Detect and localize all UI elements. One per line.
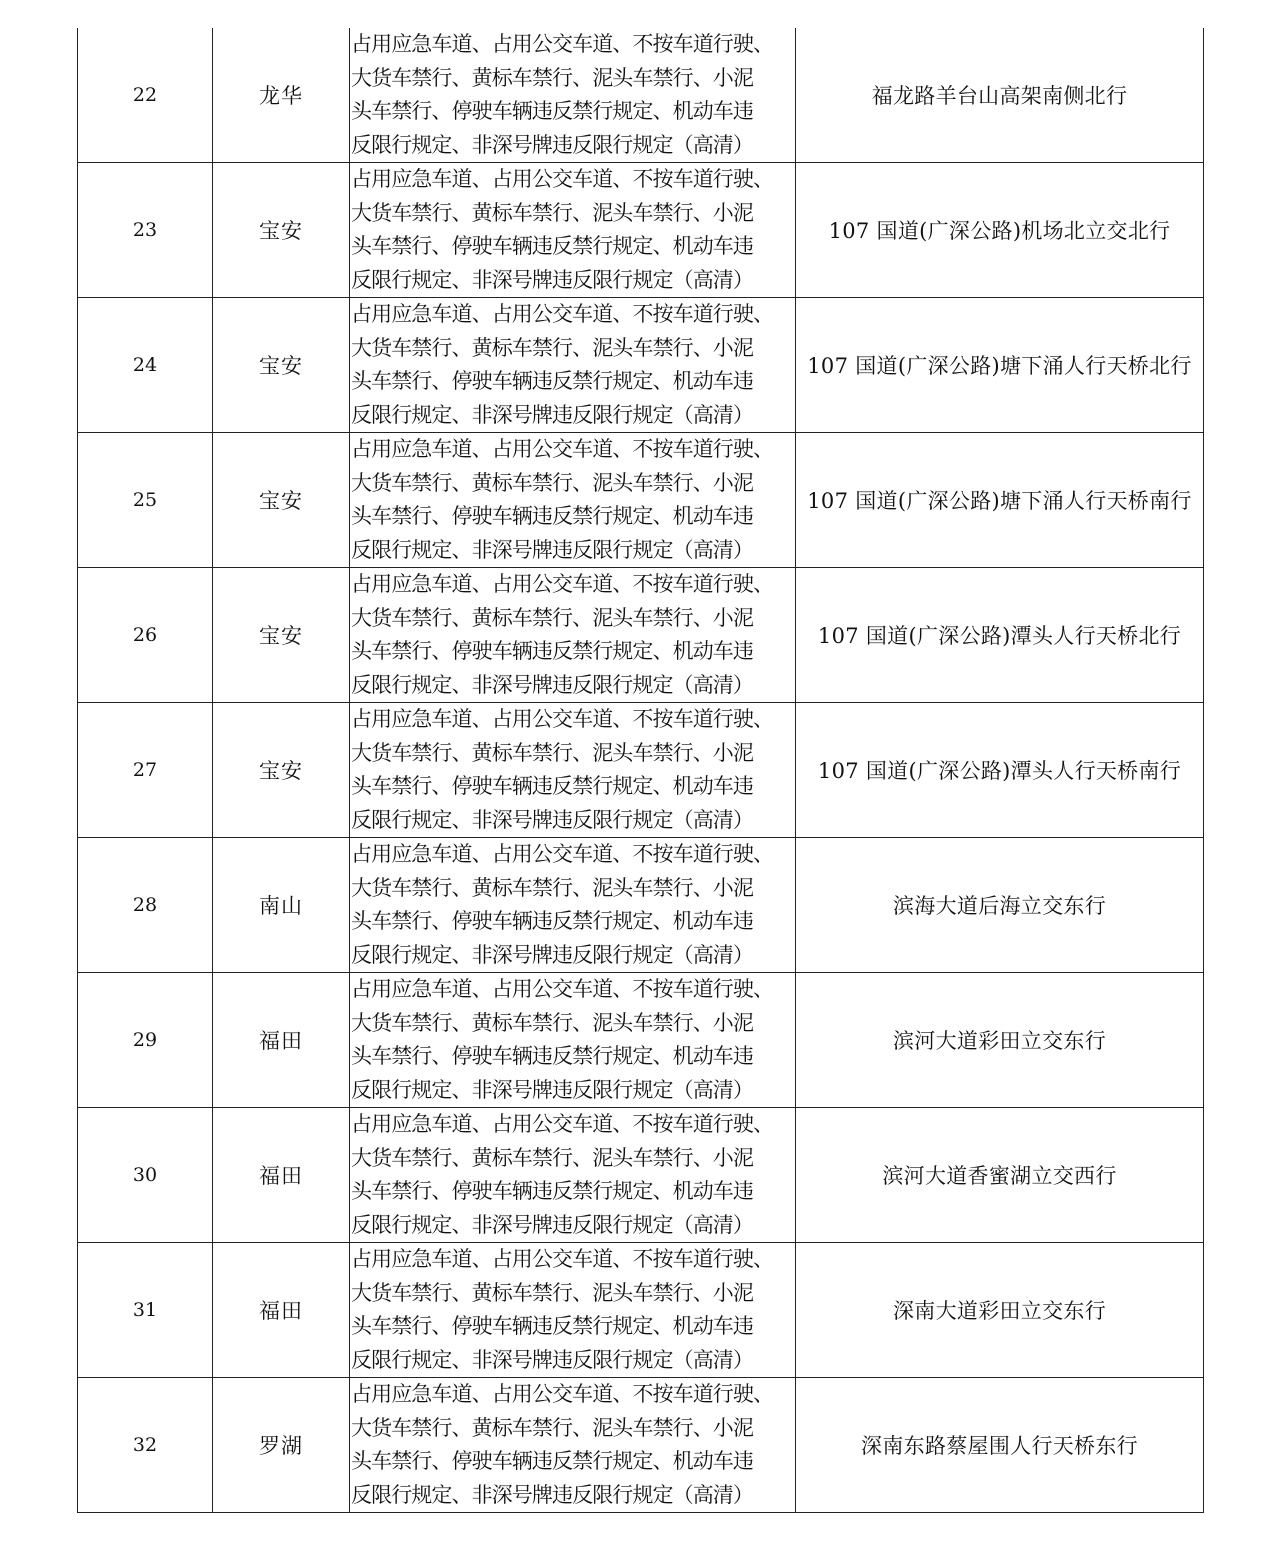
location-cell: 滨河大道香蜜湖立交西行: [796, 1108, 1204, 1243]
row-number-cell: 25: [78, 433, 213, 568]
violation-types-line: 反限行规定、非深号牌违反限行规定（高清）: [351, 267, 753, 292]
violation-types-line: 反限行规定、非深号牌违反限行规定（高清）: [351, 1347, 753, 1372]
violation-types-line: 大货车禁行、黄标车禁行、泥头车禁行、小泥: [351, 335, 753, 360]
violation-types-line: 占用应急车道、占用公交车道、不按车道行驶、: [351, 1112, 774, 1136]
district-cell: 南山: [213, 838, 350, 973]
violation-types-cell: [350, 568, 796, 703]
violation-types-line: 头车禁行、停驶车辆违反禁行规定、机动车违: [351, 1449, 753, 1473]
district-cell: 宝安: [213, 703, 350, 838]
table-row: [78, 433, 1204, 568]
district-cell: 罗湖: [213, 1378, 350, 1513]
district-cell: 宝安: [213, 298, 350, 433]
violation-types-line: 头车禁行、停驶车辆违反禁行规定、机动车违: [351, 504, 753, 528]
violation-types-line: 头车禁行、停驶车辆违反禁行规定、机动车违: [351, 774, 753, 798]
location-cell: 深南东路蔡屋围人行天桥东行: [796, 1378, 1204, 1513]
violation-types-line: 头车禁行、停驶车辆违反禁行规定、机动车违: [351, 99, 753, 123]
violation-types-line: 大货车禁行、黄标车禁行、泥头车禁行、小泥: [351, 470, 753, 495]
violation-types-line: 反限行规定、非深号牌违反限行规定（高清）: [351, 1212, 753, 1237]
violation-types-line: 大货车禁行、黄标车禁行、泥头车禁行、小泥: [351, 65, 753, 90]
violation-types-line: 反限行规定、非深号牌违反限行规定（高清）: [351, 807, 753, 832]
violation-types-line: 占用应急车道、占用公交车道、不按车道行驶、: [351, 302, 774, 326]
violation-types-line: 大货车禁行、黄标车禁行、泥头车禁行、小泥: [351, 1280, 753, 1305]
row-number-cell: 26: [78, 568, 213, 703]
violation-types-line: 大货车禁行、黄标车禁行、泥头车禁行、小泥: [351, 875, 753, 900]
violation-types-line: 占用应急车道、占用公交车道、不按车道行驶、: [351, 842, 774, 866]
location-cell: 107 国道(广深公路)塘下涌人行天桥南行: [796, 433, 1204, 568]
violation-types-cell: [350, 298, 796, 433]
violation-types-line: 占用应急车道、占用公交车道、不按车道行驶、: [351, 32, 774, 56]
violation-types-cell: [350, 163, 796, 298]
violation-types-line: 头车禁行、停驶车辆违反禁行规定、机动车违: [351, 639, 753, 663]
violation-types-line: 头车禁行、停驶车辆违反禁行规定、机动车违: [351, 909, 753, 933]
table-row: [78, 973, 1204, 1108]
violation-types-line: 大货车禁行、黄标车禁行、泥头车禁行、小泥: [351, 1145, 753, 1170]
location-cell: 107 国道(广深公路)机场北立交北行: [796, 163, 1204, 298]
table-row: [78, 1108, 1204, 1243]
violation-types-line: 大货车禁行、黄标车禁行、泥头车禁行、小泥: [351, 1010, 753, 1035]
row-number-cell: 22: [78, 28, 213, 163]
violation-types-line: 占用应急车道、占用公交车道、不按车道行驶、: [351, 707, 774, 731]
row-number-cell: 28: [78, 838, 213, 973]
row-number-cell: 23: [78, 163, 213, 298]
camera-location-table: [77, 28, 1204, 1513]
row-number-cell: 31: [78, 1243, 213, 1378]
violation-types-cell: [350, 838, 796, 973]
location-cell: 深南大道彩田立交东行: [796, 1243, 1204, 1378]
violation-types-line: 头车禁行、停驶车辆违反禁行规定、机动车违: [351, 1044, 753, 1068]
table-row: [78, 703, 1204, 838]
violation-types-line: 反限行规定、非深号牌违反限行规定（高清）: [351, 402, 753, 427]
table-row: [78, 28, 1204, 163]
table-row: [78, 298, 1204, 433]
violation-types-line: 大货车禁行、黄标车禁行、泥头车禁行、小泥: [351, 200, 753, 225]
table-body: [78, 28, 1204, 1513]
violation-types-cell: [350, 703, 796, 838]
district-cell: 福田: [213, 973, 350, 1108]
violation-types-line: 反限行规定、非深号牌违反限行规定（高清）: [351, 537, 753, 562]
row-number-cell: 32: [78, 1378, 213, 1513]
violation-types-line: 头车禁行、停驶车辆违反禁行规定、机动车违: [351, 369, 753, 393]
violation-types-line: 反限行规定、非深号牌违反限行规定（高清）: [351, 672, 753, 697]
violation-types-cell: [350, 28, 796, 163]
violation-types-cell: [350, 433, 796, 568]
location-cell: 107 国道(广深公路)塘下涌人行天桥北行: [796, 298, 1204, 433]
row-number-cell: 27: [78, 703, 213, 838]
location-cell: 滨河大道彩田立交东行: [796, 973, 1204, 1108]
district-cell: 龙华: [213, 28, 350, 163]
violation-types-line: 占用应急车道、占用公交车道、不按车道行驶、: [351, 167, 774, 191]
table-row: [78, 163, 1204, 298]
district-cell: 宝安: [213, 568, 350, 703]
table-row: [78, 568, 1204, 703]
violation-types-line: 大货车禁行、黄标车禁行、泥头车禁行、小泥: [351, 1415, 753, 1440]
violation-types-line: 占用应急车道、占用公交车道、不按车道行驶、: [351, 572, 774, 596]
violation-types-line: 头车禁行、停驶车辆违反禁行规定、机动车违: [351, 1179, 753, 1203]
location-cell: 107 国道(广深公路)潭头人行天桥北行: [796, 568, 1204, 703]
location-cell: 107 国道(广深公路)潭头人行天桥南行: [796, 703, 1204, 838]
district-cell: 福田: [213, 1243, 350, 1378]
violation-types-cell: [350, 1243, 796, 1378]
violation-types-cell: [350, 1108, 796, 1243]
row-number-cell: 29: [78, 973, 213, 1108]
violation-types-line: 头车禁行、停驶车辆违反禁行规定、机动车违: [351, 234, 753, 258]
violation-types-line: 占用应急车道、占用公交车道、不按车道行驶、: [351, 1382, 774, 1406]
violation-types-cell: [350, 1378, 796, 1513]
violation-types-line: 头车禁行、停驶车辆违反禁行规定、机动车违: [351, 1314, 753, 1338]
violation-types-line: 大货车禁行、黄标车禁行、泥头车禁行、小泥: [351, 605, 753, 630]
district-cell: 宝安: [213, 163, 350, 298]
violation-types-line: 占用应急车道、占用公交车道、不按车道行驶、: [351, 977, 774, 1001]
row-number-cell: 24: [78, 298, 213, 433]
violation-types-line: 反限行规定、非深号牌违反限行规定（高清）: [351, 942, 753, 967]
violation-types-line: 大货车禁行、黄标车禁行、泥头车禁行、小泥: [351, 740, 753, 765]
location-cell: 福龙路羊台山高架南侧北行: [796, 28, 1204, 163]
table-row: [78, 1378, 1204, 1513]
table-row: [78, 1243, 1204, 1378]
violation-types-line: 反限行规定、非深号牌违反限行规定（高清）: [351, 1077, 753, 1102]
violation-types-line: 反限行规定、非深号牌违反限行规定（高清）: [351, 132, 753, 157]
violation-types-line: 占用应急车道、占用公交车道、不按车道行驶、: [351, 1247, 774, 1271]
row-number-cell: 30: [78, 1108, 213, 1243]
violation-types-line: 反限行规定、非深号牌违反限行规定（高清）: [351, 1482, 753, 1507]
location-cell: 滨海大道后海立交东行: [796, 838, 1204, 973]
violation-types-cell: [350, 973, 796, 1108]
violation-types-line: 占用应急车道、占用公交车道、不按车道行驶、: [351, 437, 774, 461]
district-cell: 福田: [213, 1108, 350, 1243]
table-row: [78, 838, 1204, 973]
district-cell: 宝安: [213, 433, 350, 568]
